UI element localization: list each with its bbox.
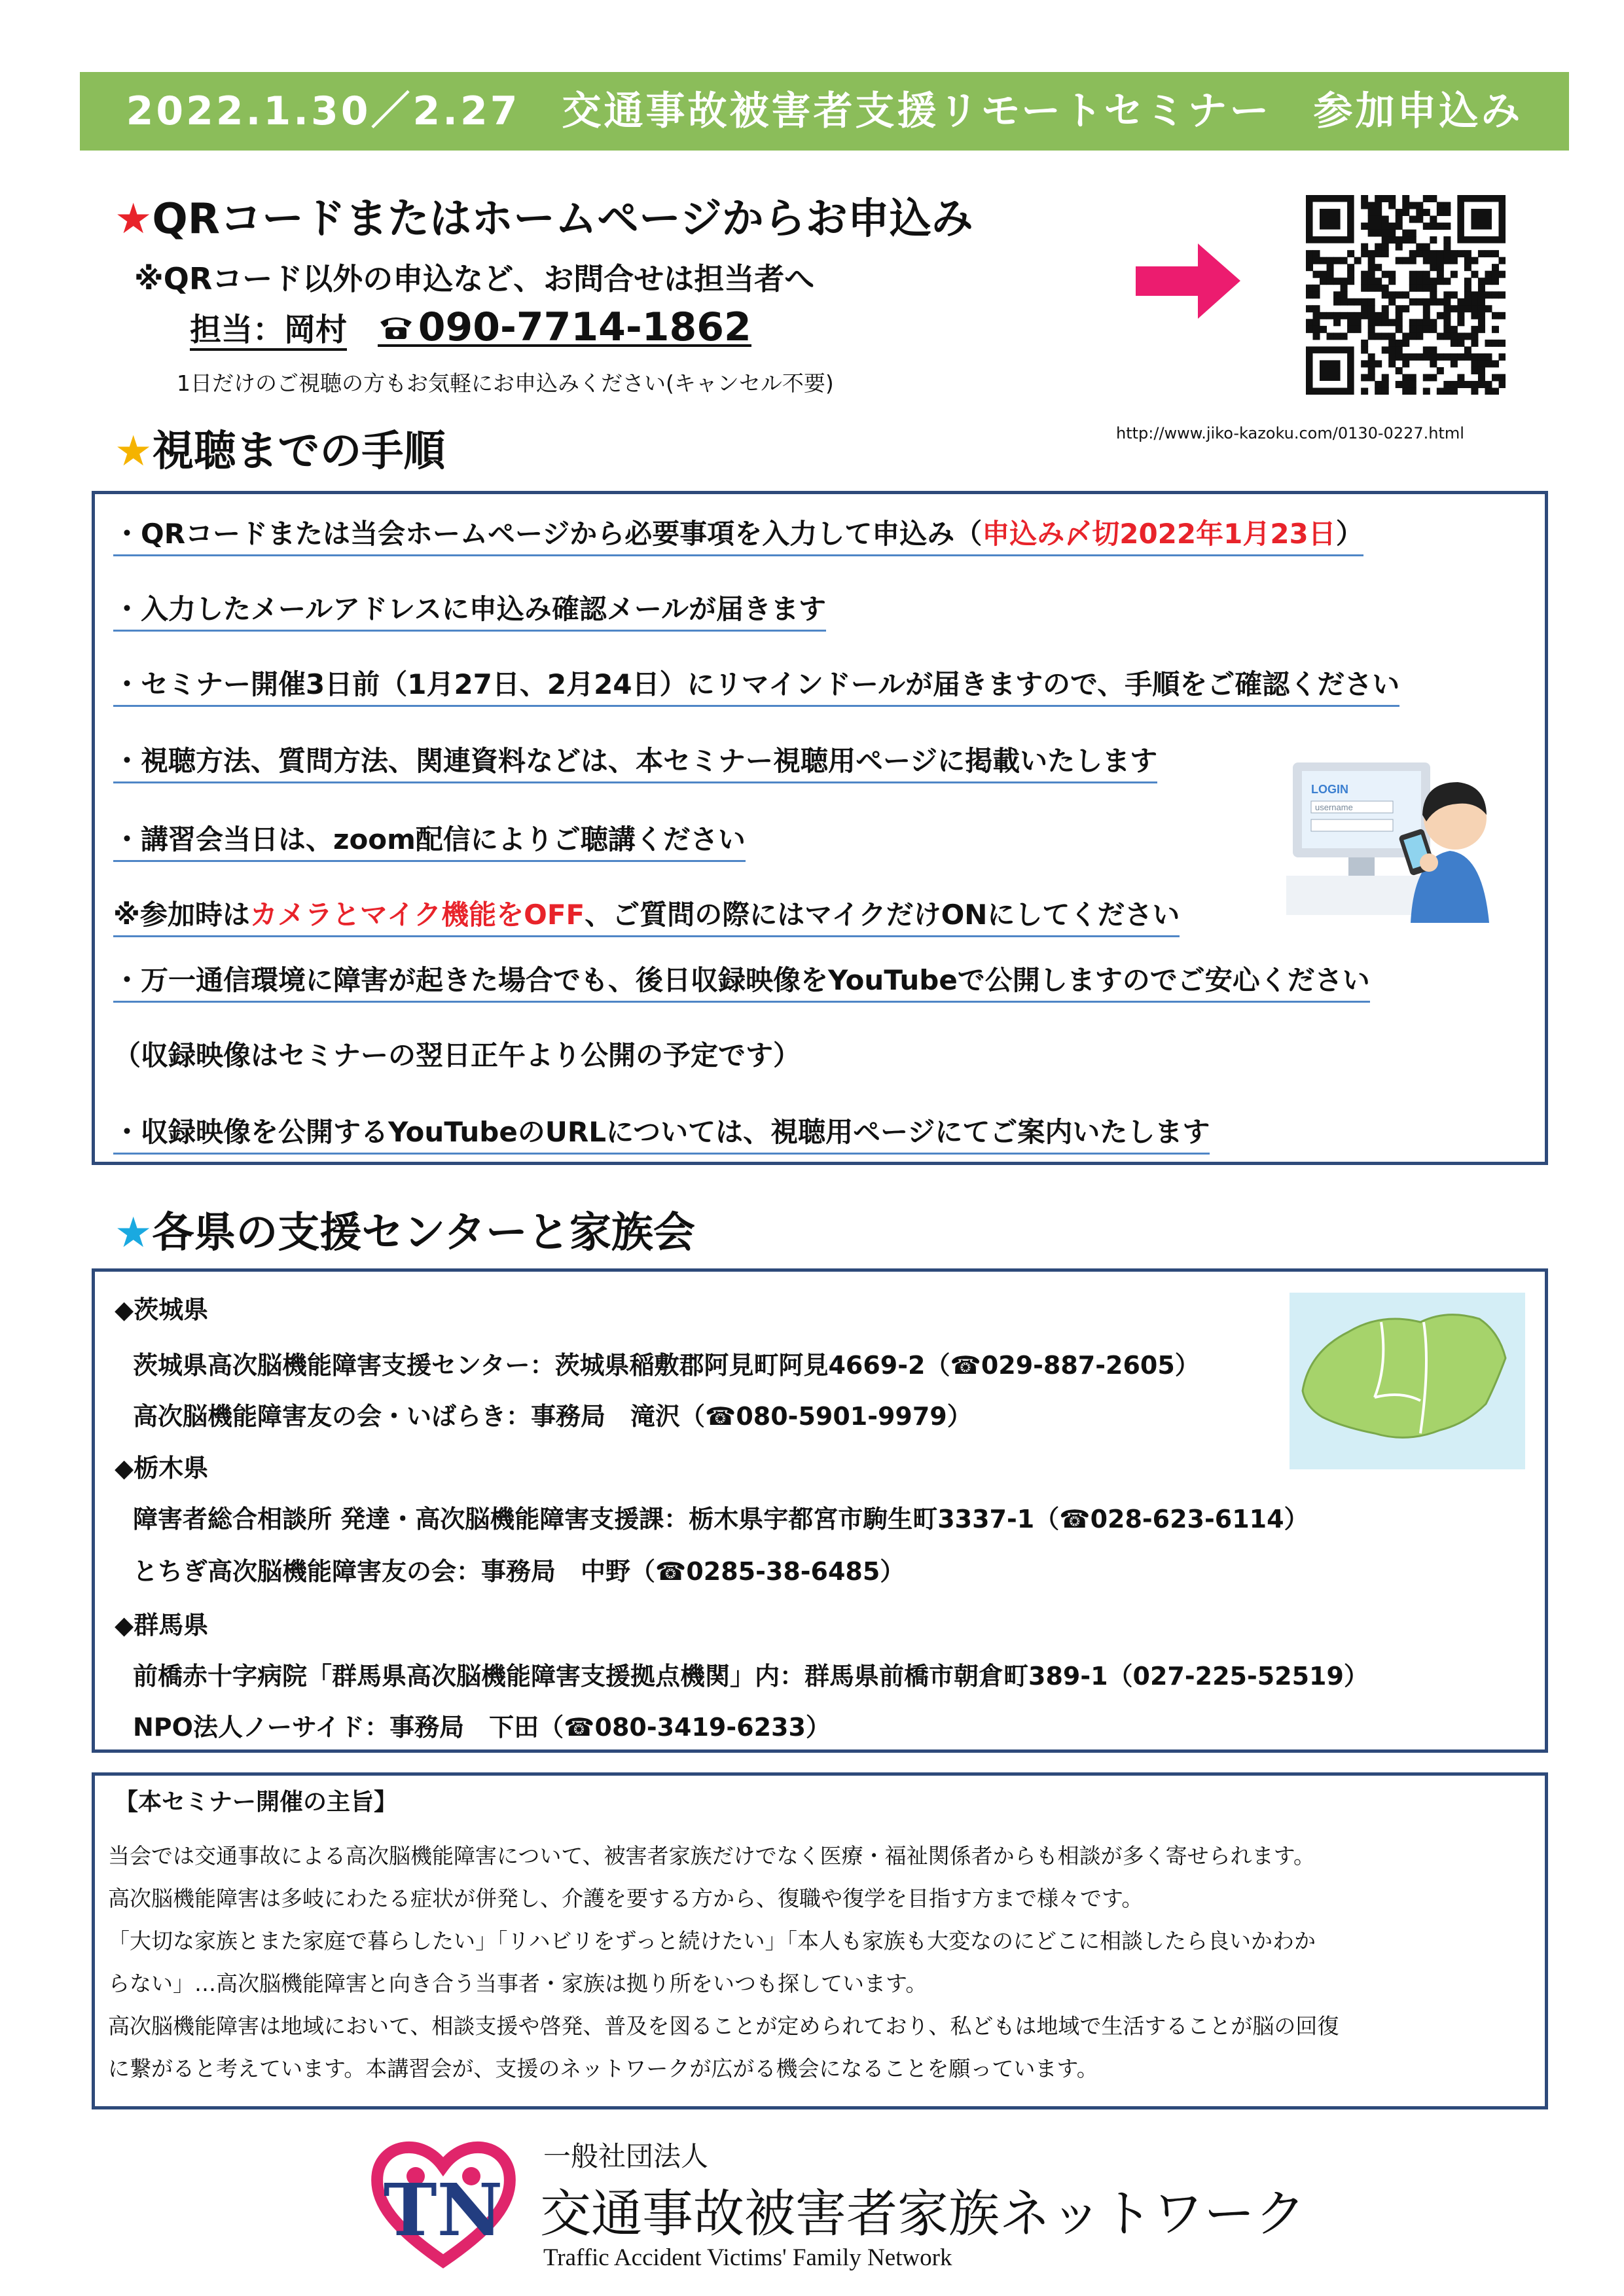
ibaraki-center-phone: 029-887-2605）: [981, 1351, 1200, 1380]
step-6: [113, 893, 1180, 937]
tochigi-family-phone: 0285-38-6485）: [686, 1557, 905, 1586]
star-icon: ★: [115, 427, 153, 476]
purpose-line-3: 「大切な家族とまた家庭で暮らしたい」「リハビリをずっと続けたい」「本人も家族も大変なのにどこに相談したら良いかわか: [108, 1928, 1316, 1954]
ibaraki-family: [133, 1396, 972, 1432]
tochigi-center-phone: 028-623-6114）: [1090, 1505, 1309, 1534]
purpose-line-5: 高次脳機能障害は地域において、相談支援や啓発、普及を図ることが定められており、私どもは地域で生活することが脳の回復: [108, 2013, 1339, 2039]
gunma-npo-phone: 080-3419-6233）: [594, 1713, 831, 1742]
phone-icon: ☎: [1059, 1505, 1091, 1534]
star-icon: ★: [115, 1209, 153, 1257]
step-6-rest: 、ご質問の際にはマイクだけONにしてください: [585, 899, 1180, 931]
ibaraki-center-text: 茨城県高次脳機能障害支援センター：茨城県稲敷郡阿見町阿見4669-2（: [133, 1351, 950, 1380]
arrow-right-icon: [1136, 243, 1240, 319]
phone-number[interactable]: 090-7714-1862: [418, 304, 751, 350]
tochigi-family: [133, 1551, 905, 1587]
qr-code-image: [1306, 195, 1506, 395]
purpose-line-4: らない」…高次脳機能障害と向き合う当事者・家族は拠り所をいつも探しています。: [108, 1971, 928, 1996]
step-3: ・セミナー開催3日前（1月27日、2月24日）にリマインドールが届きますので、手順をご確認ください: [113, 663, 1399, 707]
ibaraki-family-text: 高次脳機能障害友の会・いばらき：事務局 滝沢（: [133, 1402, 706, 1431]
ibaraki-title: ◆茨城県: [115, 1295, 209, 1324]
organization-logo: [370, 2130, 517, 2271]
kanto-map: [1290, 1293, 1525, 1469]
purpose-title: 【本セミナー開催の主旨】: [115, 1789, 398, 1816]
step-8: （収録映像はセミナーの翌日正午より公開の予定です）: [113, 1039, 801, 1071]
org-english-name: Traffic Accident Victims' Family Network: [543, 2244, 952, 2271]
tochigi-family-text: とちぎ高次脳機能障害友の会：事務局 中野（: [133, 1557, 656, 1586]
camera-mic-off-text: カメラとマイク機能をOFF: [249, 899, 585, 931]
login-illustration: [1286, 746, 1496, 923]
centers-heading: [115, 1199, 695, 1259]
step-7: ・万一通信環境に障害が起きた場合でも、後日収録映像をYouTubeで公開しますのでご安心ください: [113, 959, 1370, 1003]
centers-heading-text: 各県の支援センターと家族会: [152, 1209, 695, 1257]
purpose-line-2: 高次脳機能障害は多岐にわたる症状が併発し、介護を要する方から、復職や復学を目指す方まで様々です。: [108, 1886, 1144, 1911]
step-4: ・視聴方法、質問方法、関連資料などは、本セミナー視聴用ページに掲載いたします: [113, 740, 1157, 783]
phone-icon: [378, 313, 414, 342]
qr-code[interactable]: [1306, 195, 1506, 395]
tochigi-title: ◆栃木県: [115, 1454, 209, 1482]
title-banner: 2022.1.30／2.27 交通事故被害者支援リモートセミナー 参加申込み: [80, 72, 1569, 151]
step-1-close: ）: [1335, 518, 1363, 550]
step-1-text: ・QRコードまたは当会ホームページから必要事項を入力して申込み（: [113, 518, 983, 550]
purpose-line-1: 当会では交通事故による高次脳機能障害について、被害者家族だけでなく医療・福祉関係者からも相談が多く寄せられます。: [108, 1843, 1316, 1869]
gunma-title: ◆群馬県: [115, 1611, 209, 1640]
ibaraki-family-phone: 080-5901-9979）: [736, 1402, 972, 1431]
deadline-text: 申込み〆切2022年1月23日: [982, 518, 1336, 550]
step-9: ・収録映像を公開するYouTubeのURLについては、視聴用ページにてご案内いたします: [113, 1111, 1210, 1155]
logo-letters: TN: [383, 2168, 503, 2252]
login-label: LOGIN: [1311, 783, 1348, 796]
apply-heading-text: QRコードまたはホームページからお申込み: [152, 195, 973, 243]
tochigi-center-text: 障害者総合相談所 発達・高次脳機能障害支援課：栃木県宇都宮市駒生町3337-1（: [133, 1505, 1060, 1534]
step-5: ・講習会当日は、zoom配信によりご聴講ください: [113, 818, 746, 862]
contact-line: [190, 304, 751, 350]
procedure-heading: [115, 418, 445, 478]
ibaraki-center: [133, 1345, 1200, 1381]
step-1: [113, 512, 1363, 556]
gunma-center: 前橋赤十字病院「群馬県高次脳機能障害支援拠点機関」内：群馬県前橋市朝倉町389-1（027-225-52519）: [133, 1662, 1369, 1691]
gunma-npo-text: NPO法人ノーサイド：事務局 下田（: [133, 1713, 564, 1742]
star-icon: ★: [115, 195, 153, 243]
tochigi-center: [133, 1499, 1309, 1535]
contact-label: 担当：岡村: [190, 312, 347, 351]
purpose-line-6: に繋がると考えています。本講習会が、支援のネットワークが広がる機会になることを願っています。: [108, 2056, 1098, 2081]
apply-heading: [115, 185, 973, 245]
step-2: ・入力したメールアドレスに申込み確認メールが届きます: [113, 588, 826, 632]
step-6-text: ※参加時は: [113, 899, 250, 931]
inquiry-note: ※QRコード以外の申込など、お問合せは担当者へ: [134, 261, 815, 296]
oneday-note: 1日だけのご視聴の方もお気軽にお申込みください(キャンセル不要): [177, 370, 834, 396]
phone-icon: ☎: [655, 1557, 687, 1586]
username-label: username: [1315, 802, 1353, 812]
org-name: 交通事故被害者家族ネットワーク: [540, 2185, 1307, 2244]
phone-icon: ☎: [564, 1713, 595, 1742]
phone-icon: ☎: [705, 1402, 736, 1431]
gunma-npo: [133, 1707, 831, 1743]
procedure-heading-text: 視聴までの手順: [152, 427, 446, 476]
org-corp-type: 一般社団法人: [543, 2140, 709, 2172]
phone-icon: ☎: [950, 1351, 981, 1380]
registration-url[interactable]: http://www.jiko-kazoku.com/0130-0227.html: [1116, 424, 1464, 442]
